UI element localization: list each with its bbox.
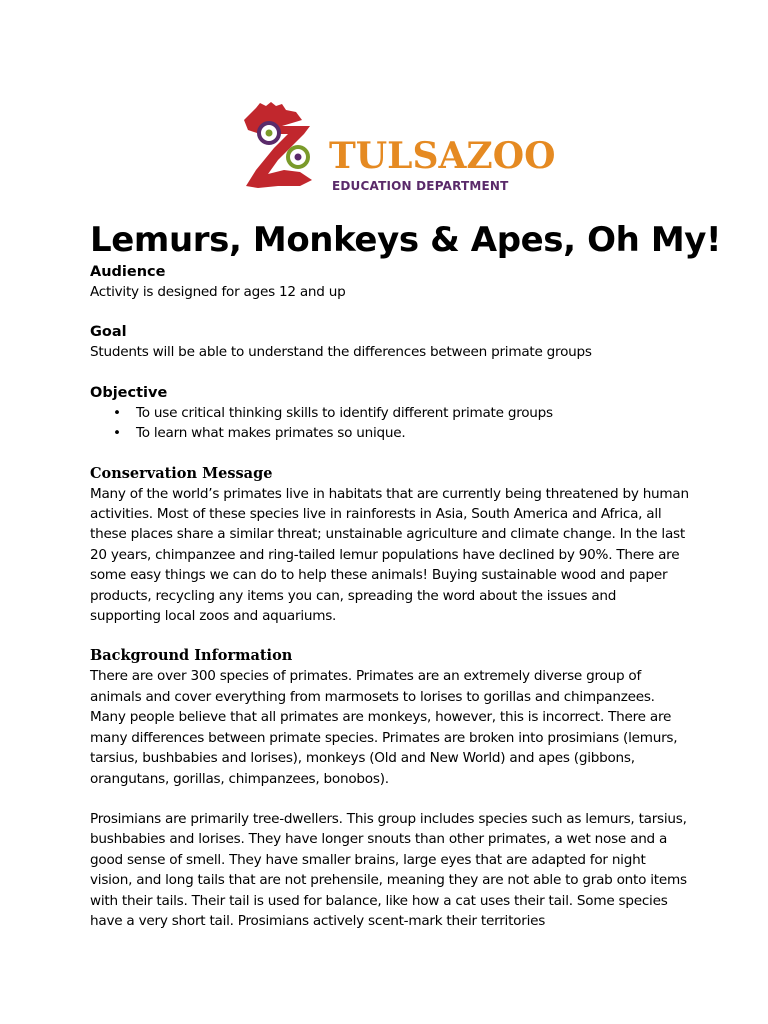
background-paragraph-1: There are over 300 species of primates. Primates are an extremely diverse group of animals and cover everything from marmosets to lorises to gorillas and chimpanzees. Many people believe that all primates are monkeys, however, this is incorrect. There are many differences between primate species. Primates are broken into prosimians (lemurs, tarsius, bushbabies and lorises), monkeys (Old and New World) and apes (gibbons, orangutans, gorillas, chimpanzees, bonobos). [90,668,678,787]
objective-item-text: To use critical thinking skills to identify different primate groups [136,404,553,421]
objective-heading: Objective [90,384,168,401]
objective-item-text: To learn what makes primates so unique. [136,425,406,442]
goal-text: Students will be able to understand the differences between primate groups [90,344,592,361]
conservation-text: Many of the world’s primates live in habitats that are currently being threatened by human activities. Most of these species live in rainforests in Asia, South America and Africa, all these places share a similar threat; unstainable agriculture and climate change. In the last 20 years, chimpanzee and ring-tailed lemur populations have declined by 90%. There are some easy things we can do to help these animals! Buying sustainable wood and paper products, recycling any items you can, spreading the word about the issues and supporting local zoos and aquariums. [90,485,689,625]
objective-list [90,403,690,444]
list-item [90,403,690,423]
logo-wordmark: TULSAZOO [329,135,556,177]
conservation-section [90,464,690,627]
zoo-emblem-icon [238,100,338,200]
audience-heading: Audience [90,264,166,280]
background-section [90,646,690,931]
conservation-heading: Conservation Message [90,464,273,482]
audience-text: Activity is designed for ages 12 and up [90,284,346,300]
background-heading: Background Information [90,647,293,665]
bullet-icon: • [113,425,121,442]
tulsa-zoo-logo [238,100,556,200]
list-item [90,423,690,443]
logo-subtitle: EDUCATION DEPARTMENT [332,179,509,193]
objective-section [90,383,690,444]
goal-heading: Goal [90,324,127,341]
bullet-icon: • [113,404,121,421]
goal-section [90,322,690,362]
background-paragraph-2: Prosimians are primarily tree-dwellers. This group includes species such as lemurs, tarsius, bushbabies and lorises. They have longer snouts than other primates, a wet nose and a good sense of smell. They have smaller brains, large eyes that are adapted for night vision, and long tails that are not prehensile, meaning they are not able to grab onto items with their tails. Their tail is used for balance, like how a cat uses their tail. Some species have a very short tail. Prosimians actively scent-mark their territories [90,810,687,929]
audience-section [90,262,690,302]
document-body [90,218,722,931]
page-title: Lemurs, Monkeys & Apes, Oh My! [90,220,722,260]
